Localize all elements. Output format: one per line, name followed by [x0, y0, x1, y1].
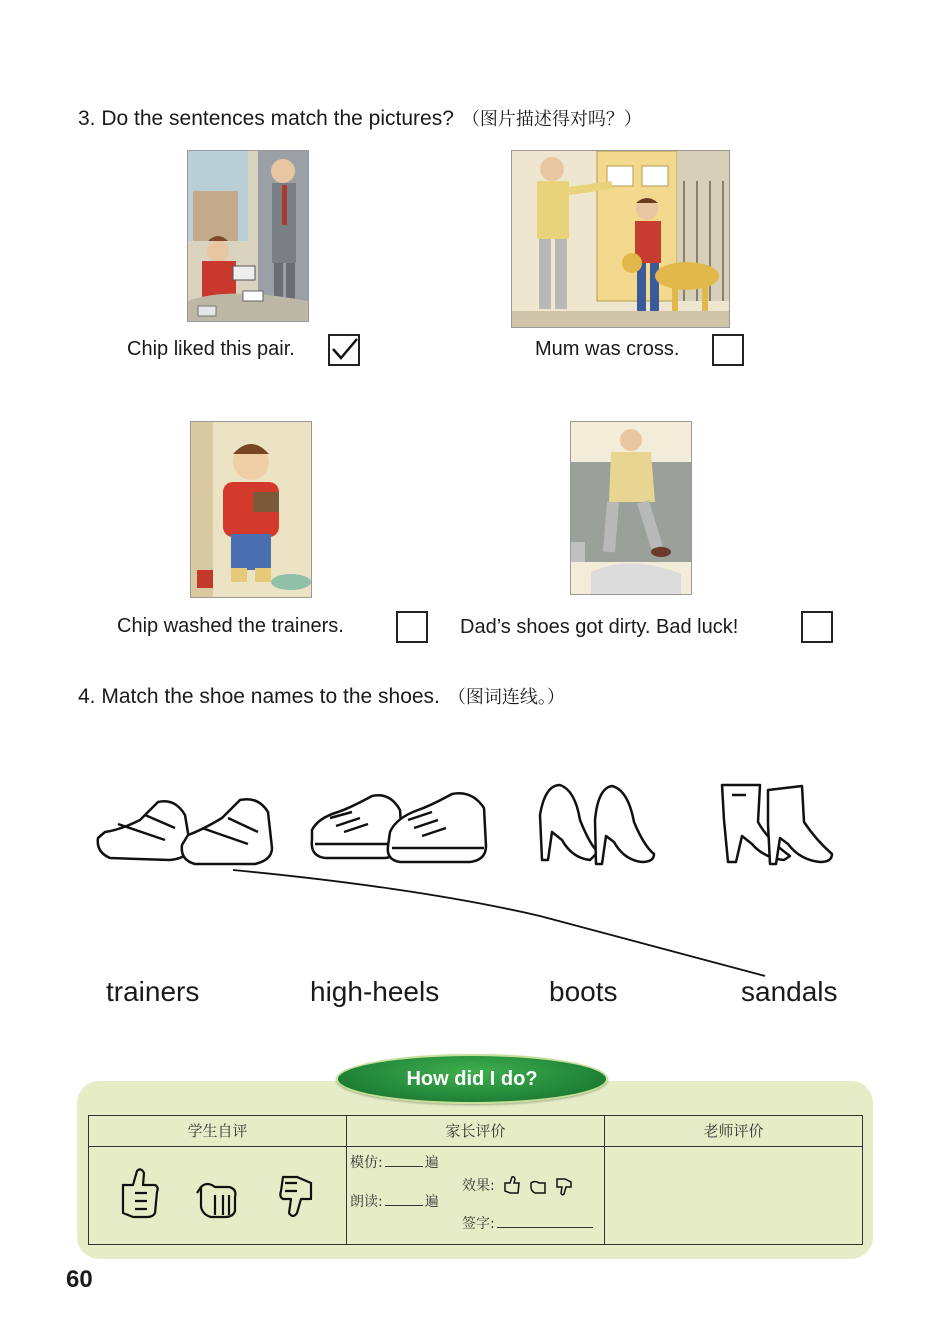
boots-drawing[interactable] [722, 785, 832, 864]
imitate-times: 遍 [424, 1155, 439, 1171]
checkmark-icon [330, 336, 358, 364]
section-3-title-cn: （图片描述得对吗？） [461, 109, 642, 130]
shoe-drawings [0, 760, 950, 990]
thumbs-up-icon[interactable] [123, 1169, 158, 1217]
read-times: 遍 [424, 1194, 439, 1210]
picture-dad-pointing [511, 150, 730, 328]
word-trainers[interactable]: trainers [106, 976, 200, 1007]
header-parent: 家长评价 [346, 1115, 605, 1147]
cell-student [88, 1146, 347, 1245]
read-blank[interactable] [385, 1205, 423, 1206]
evaluation-title: How did I do? [336, 1054, 608, 1104]
read-row [350, 1191, 439, 1211]
effect-icons [499, 1175, 579, 1197]
sign-row [462, 1213, 593, 1233]
checkbox-2[interactable] [712, 334, 744, 366]
section-3-heading [78, 105, 642, 131]
match-line [233, 870, 765, 976]
sign-label: 签字: [462, 1216, 495, 1232]
caption-2: Mum was cross. [535, 338, 680, 360]
header-teacher: 老师评价 [604, 1115, 863, 1147]
section-4-title: 4. Match the shoe names to the shoes. [78, 685, 440, 708]
checkbox-3[interactable] [396, 611, 428, 643]
high-heels-drawing[interactable] [540, 785, 654, 864]
small-thumbs-down-icon[interactable] [557, 1179, 571, 1195]
picture-chip-shoe-shop [187, 150, 309, 322]
imitate-label: 模仿: [350, 1155, 383, 1171]
picture-chip-washing [190, 421, 312, 598]
imitate-blank[interactable] [385, 1166, 423, 1167]
effect-label: 效果: [462, 1178, 495, 1194]
read-label: 朗读: [350, 1194, 383, 1210]
thumbs-down-icon[interactable] [280, 1177, 311, 1216]
thumbs-sideways-icon[interactable] [197, 1184, 235, 1217]
section-4-heading [78, 683, 565, 709]
section-4-title-cn: （图词连线。） [447, 687, 565, 708]
checkbox-4[interactable] [801, 611, 833, 643]
header-student: 学生自评 [88, 1115, 347, 1147]
page-number: 60 [66, 1266, 93, 1293]
cell-teacher[interactable] [604, 1146, 863, 1245]
caption-4: Dad’s shoes got dirty. Bad luck! [460, 616, 739, 638]
sandals-drawing[interactable] [98, 799, 272, 864]
word-boots[interactable]: boots [549, 976, 618, 1007]
small-thumbs-sideways-icon[interactable] [531, 1182, 545, 1194]
picture-dad-dirty-shoes [570, 421, 692, 595]
imitate-row [350, 1152, 439, 1172]
checkbox-1[interactable] [328, 334, 360, 366]
caption-1: Chip liked this pair. [127, 338, 295, 360]
small-thumbs-up-icon[interactable] [505, 1177, 519, 1193]
word-high-heels[interactable]: high-heels [310, 976, 440, 1007]
sign-blank[interactable] [497, 1227, 593, 1228]
trainers-drawing[interactable] [312, 793, 486, 862]
cell-parent [346, 1146, 605, 1245]
section-3-title: 3. Do the sentences match the pictures? [78, 107, 454, 130]
word-sandals[interactable]: sandals [741, 976, 838, 1007]
effect-row [462, 1175, 579, 1197]
caption-3: Chip washed the trainers. [117, 615, 344, 637]
